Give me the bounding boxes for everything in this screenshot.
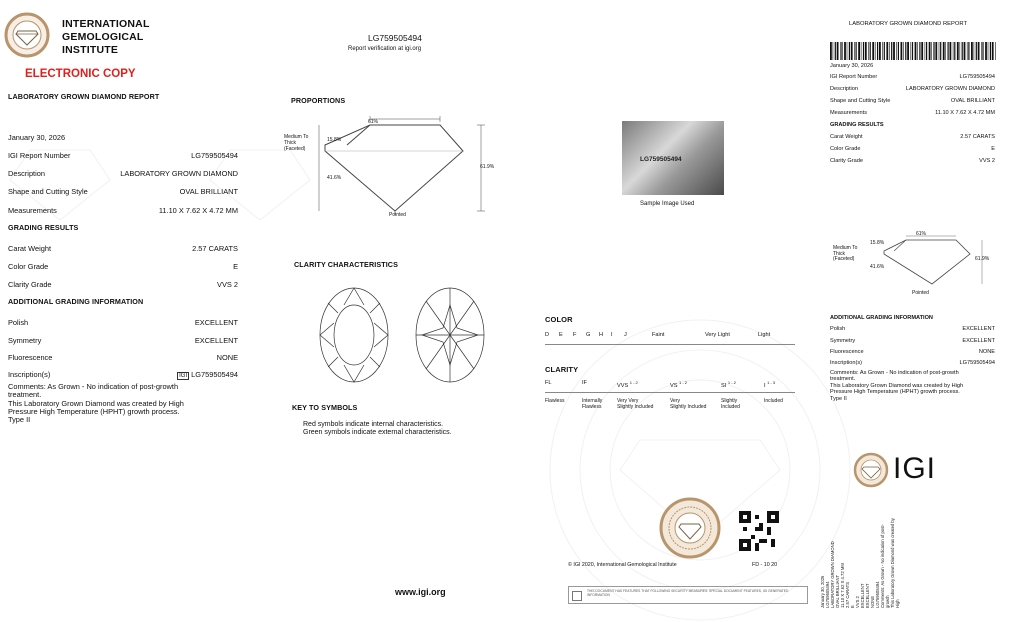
right-grading-row: Clarity Grade VVS 2 xyxy=(830,158,995,164)
color-faint: Faint xyxy=(652,332,665,338)
clarity-characteristics-title: CLARITY CHARACTERISTICS xyxy=(294,260,398,269)
right-proportions-diagram xyxy=(870,234,1000,292)
grading-row: Carat Weight 2.57 CARATS xyxy=(8,244,238,253)
right-barcode xyxy=(830,42,998,60)
igi-seal-logo xyxy=(4,12,50,58)
right-detail-row: Shape and Cutting Style OVAL BRILLIANT xyxy=(830,98,995,104)
detail-row: Shape and Cutting Style OVAL BRILLIANT xyxy=(8,187,238,196)
right-additional-row: Symmetry EXCELLENT xyxy=(830,338,995,344)
additional-grading-title: ADDITIONAL GRADING INFORMATION xyxy=(8,297,144,306)
grading-row: Color Grade E xyxy=(8,262,238,271)
form-code: FD - 10 20 xyxy=(752,562,778,568)
color-very-light: Very Light xyxy=(705,332,730,338)
color-light: Light xyxy=(758,332,771,338)
sample-diamond-image: LG759505494 xyxy=(622,121,724,195)
right-report-title: LABORATORY GROWN DIAMOND REPORT xyxy=(849,21,967,27)
color-scale-line xyxy=(545,344,795,345)
right-depth-percentage: 61.9% xyxy=(975,256,990,262)
right-girdle-label: Medium To Thick (Faceted) xyxy=(833,245,858,262)
report-date: January 30, 2026 xyxy=(8,133,66,142)
color-grade-h: H xyxy=(599,332,604,338)
crown-percentage: 15.8% xyxy=(327,137,342,143)
right-additional-row: Inscription(s) LG759505494 xyxy=(830,360,995,366)
right-grading-title: GRADING RESULTS xyxy=(830,122,884,128)
right-crown-percentage: 15.8% xyxy=(870,240,885,246)
culet-label: Pointed xyxy=(389,212,406,218)
right-detail-row: IGI Report Number LG759505494 xyxy=(830,74,995,80)
rotated-summary-strip: January 30, 2026 LG759505494 LABORATORY GROWN DIAMOND OVAL BRILLIANT 11.10 X 7.62 X 4.72 MM 2.57 CARATS E VVS 2 EXCELLENT EXCELLENT NONE LG759505494 Comments: As Grown - No indication of post-growth This Laboratory Grown Diamond was created by High xyxy=(820,518,900,608)
clarity-scale-title: CLARITY xyxy=(545,365,579,374)
website-link[interactable]: www.igi.org xyxy=(395,587,446,597)
comments: Comments: As Grown - No indication of post-growth treatment. This Laboratory Grown Diamond was created by High Pressure High Temperature (HPHT) growth process. Type II xyxy=(8,382,184,425)
additional-row: Inscription(s) IGI LG759505494 xyxy=(8,370,238,379)
clarity-grade-vs: VS $^{1 - 2}$ xyxy=(670,380,688,389)
girdle-label: Medium To Thick (Faceted) xyxy=(284,134,309,152)
report-title: LABORATORY GROWN DIAMOND REPORT xyxy=(8,92,160,101)
clarity-desc-i: Included xyxy=(764,398,783,404)
clarity-desc-vvs: Very Very Slightly Included xyxy=(617,398,654,410)
key-to-symbols-title: KEY TO SYMBOLS xyxy=(292,403,358,412)
copyright-text: © IGI 2020, International Gemological Institute xyxy=(568,562,677,568)
clarity-grade-fl: FL xyxy=(545,380,552,386)
security-disclaimer: THIS DOCUMENT HAS FEATURES THAT FOLLOWING SECURITY MEASURES: SPECIAL DOCUMENT FEATURES, IGI GENERATED INFORMATION xyxy=(568,586,808,604)
igi-inscription-icon: IGI xyxy=(179,373,188,379)
disclaimer-icon xyxy=(572,591,582,601)
color-grade-d: D xyxy=(545,332,550,338)
clarity-desc-vs: Very Slightly Included xyxy=(670,398,707,410)
clarity-scale-line xyxy=(545,392,795,393)
right-report-date: January 30, 2026 xyxy=(830,63,874,69)
right-additional-title: ADDITIONAL GRADING INFORMATION xyxy=(830,315,933,321)
clarity-grade-vvs: VVS $^{1 - 2}$ xyxy=(617,380,638,389)
right-igi-logo-text: IGI xyxy=(893,452,937,485)
report-verification-link[interactable]: Report verification at igi.org xyxy=(348,46,422,52)
color-grade-i: I xyxy=(611,332,613,338)
right-detail-row: Description LABORATORY GROWN DIAMOND xyxy=(830,86,995,92)
clarity-plot-diagram xyxy=(316,285,496,385)
right-comments: Comments: As Grown - No indication of post-growth treatment. This Laboratory Grown Diamond was created by High Pressure High Temperature (HPHT) growth process. Type II xyxy=(830,370,964,402)
key-to-symbols-text: Red symbols indicate internal characteristics. Green symbols indicate external characteristics. xyxy=(303,421,452,436)
right-culet-label: Pointed xyxy=(912,290,929,296)
report-number-header: LG759505494 xyxy=(368,33,422,43)
right-grading-row: Carat Weight 2.57 CARATS xyxy=(830,134,995,140)
clarity-desc-if: Internally Flawless xyxy=(582,398,603,410)
color-grade-g: G xyxy=(586,332,591,338)
total-depth-percentage: 61.9% xyxy=(480,164,495,170)
right-igi-seal-logo xyxy=(853,452,889,488)
sample-image-label: Sample Image Used xyxy=(640,201,695,207)
right-additional-row: Polish EXCELLENT xyxy=(830,326,995,332)
additional-row: Fluorescence NONE xyxy=(8,353,238,362)
pavilion-percentage: 41.6% xyxy=(327,175,342,181)
right-pavilion-percentage: 41.6% xyxy=(870,264,885,270)
proportions-diagram xyxy=(285,115,500,225)
proportions-title: PROPORTIONS xyxy=(291,96,346,105)
clarity-grade-i: I $^{1 - 3}$ xyxy=(764,380,776,389)
color-scale-title: COLOR xyxy=(545,315,573,324)
electronic-copy-label: ELECTRONIC COPY xyxy=(25,68,136,80)
clarity-grade-si: SI $^{1 - 2}$ xyxy=(721,380,736,389)
right-table-percentage: 61% xyxy=(916,231,927,237)
igi-gold-seal xyxy=(659,497,721,559)
clarity-grade-if: IF xyxy=(582,380,587,386)
clarity-desc-si: Slightly Included xyxy=(721,398,740,410)
color-grade-f: F xyxy=(573,332,577,338)
institute-name: INTERNATIONAL GEMOLOGICAL INSTITUTE xyxy=(62,18,150,56)
color-grade-e: E xyxy=(559,332,563,338)
table-percentage: 61% xyxy=(368,119,379,125)
color-grade-j: J xyxy=(624,332,627,338)
detail-row: IGI Report Number LG759505494 xyxy=(8,151,238,160)
clarity-desc-flawless: Flawless xyxy=(545,398,565,404)
additional-row: Polish EXCELLENT xyxy=(8,318,238,327)
grading-results-title: GRADING RESULTS xyxy=(8,223,79,232)
right-additional-row: Fluorescence NONE xyxy=(830,349,995,355)
detail-row: Measurements 11.10 X 7.62 X 4.72 MM xyxy=(8,206,238,215)
additional-row: Symmetry EXCELLENT xyxy=(8,336,238,345)
grading-row: Clarity Grade VVS 2 xyxy=(8,280,238,289)
right-grading-row: Color Grade E xyxy=(830,146,995,152)
detail-row: Description LABORATORY GROWN DIAMOND xyxy=(8,169,238,178)
right-detail-row: Measurements 11.10 X 7.62 X 4.72 MM xyxy=(830,110,995,116)
verification-qr-code[interactable] xyxy=(739,511,779,551)
